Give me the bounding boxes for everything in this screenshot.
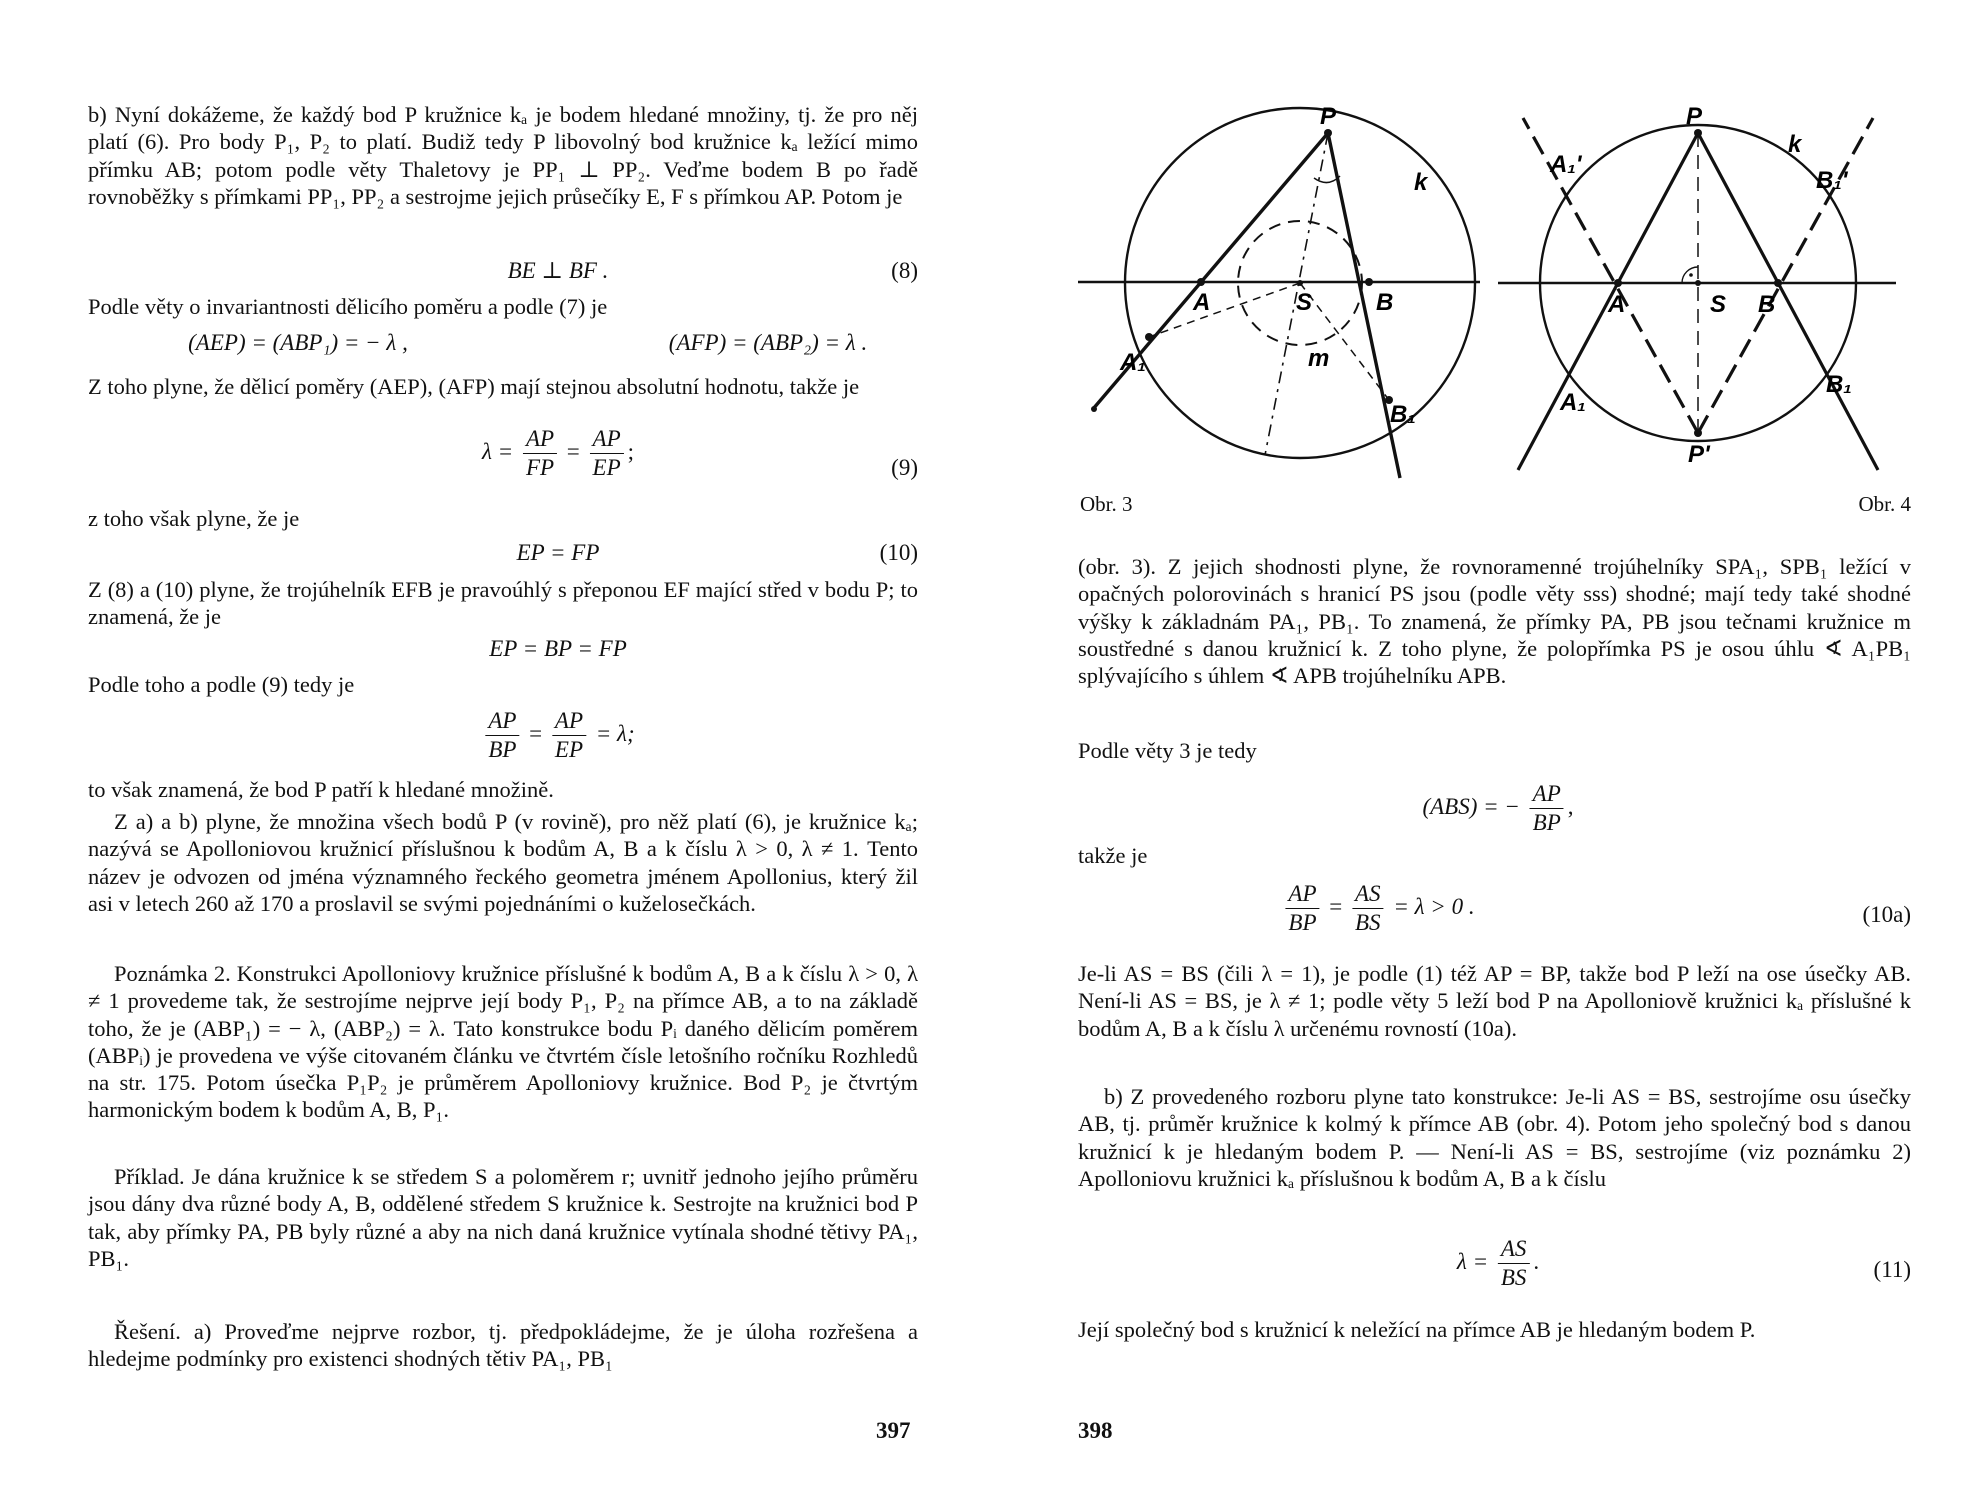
figure-4 xyxy=(1498,0,1918,490)
paragraph-invariance: Podle věty o invariantnosti dělicího poměru a podle (7) je xyxy=(88,294,608,319)
figure-3 xyxy=(1078,0,1498,490)
paragraph-according: Podle toho a podle (9) tedy je xyxy=(88,672,355,697)
label-S-fig3: S xyxy=(1296,289,1313,316)
paragraph-example: Příklad. Je dána kružnice k se středem S a poloměrem r; uvnitř jednoho jejího průměru jsou dány dva různé body A, B, oddělené středem S kružnice k. Sestrojte na kružnici bod P tak, aby přímky PA, PB byly různé a aby na nich daná kružnice vytínala shodné tětivy PA₁, PB₁. xyxy=(88,1164,918,1271)
caption-fig3: Obr. 3 xyxy=(1080,492,1133,516)
dash-s-a1-fig3 xyxy=(1149,283,1300,337)
page-number-left: 397 xyxy=(876,1418,911,1443)
label-A1-fig4: A₁ xyxy=(1560,389,1586,416)
paragraph-so-that: takže je xyxy=(1078,843,1148,868)
label-B1-fig3: B₁ xyxy=(1390,401,1416,428)
label-A-fig4: A xyxy=(1608,291,1626,318)
equation-10a: $\frac{AP}{BP}$ = $\frac{AS}{BS}$ = λ > 0 . (10a) xyxy=(1078,880,1911,940)
paragraph-congruence: (obr. 3). Z jejich shodnosti plyne, že rovnoramenné trojúhelníky SPA₁, SPB₁ ležící v opačných polorovinách s hranicí PS jsou (podle věty sss) shodné; mají tedy také shodné výšky k základnám PA₁, PB₁. To znamená, že přímky PA, PB jsou tečnami kružnice m soustředné s danou kružnicí k. Z toho plyne, že polopřímka PS je osou úhlu ∢ A₁PB₁ splývajícího s úhlem ∢ APB trojúhelníku APB. xyxy=(1078,554,1911,689)
label-m-fig3: m xyxy=(1308,345,1330,372)
label-k-fig3: k xyxy=(1414,169,1428,196)
equation-abs: (ABS) = − $\frac{AP}{BP}$ , xyxy=(1422,781,1574,835)
paragraph-apollonius-circle: Z a) a b) plyne, že množina všech bodů P (v rovině), pro něž platí (6), je kružnice kₐ; nazývá se Apolloniovou kružnicí příslušnou k bodům A, B a k číslu λ > 0, λ ≠ 1. Tento název je odvozen od jména významného řeckého geometra jménem Apollonius, který žil asi v letech 260 až 170 a proslavil se svými pojednáními o kuželosečkách. xyxy=(88,809,918,916)
label-B-fig4: B xyxy=(1758,291,1776,318)
label-B1-fig4: B₁ xyxy=(1826,371,1852,398)
label-S-fig4: S xyxy=(1710,291,1727,318)
paragraph-abs-value: Z toho plyne, že dělicí poměry (AEP), (AFP) mají stejnou absolutní hodnotu, takže je xyxy=(88,374,860,399)
equation-ep-bp-fp: EP = BP = FP xyxy=(489,636,627,661)
label-k-fig4: k xyxy=(1788,131,1802,158)
label-B-fig3: B xyxy=(1376,289,1394,316)
equation-8: BE ⊥ BF . (8) xyxy=(507,258,918,283)
label-A1-fig3: A₁ xyxy=(1120,349,1146,376)
paragraph-as-bs: Je-li AS = BS (čili λ = 1), je podle (1) též AP = BP, takže bod P leží na ose úsečky AB. Není-li AS = BS, je λ ≠ 1; podle věty 5 leží bod P na Apolloniově kružnici kₐ příslušné k bodům A, B a k číslu λ určenému rovností (10a). xyxy=(1078,961,1911,1041)
paragraph-remark-2: Poznámka 2. Konstrukci Apolloniovy kružnice příslušné k bodům A, B a k číslu λ > 0, λ ≠ 1 provedeme tak, že sestrojíme nejprve její body P₁, P₂ na přímce AB, a to na základě toho, že je (ABP₁) = − λ, (ABP₂) = λ. Tato konstrukce bodu Pᵢ daného dělicím poměrem (ABPᵢ) je provedena ve výše citovaném článku ve čtvrtém čísle letošního ročníku Rozhledů na str. 175. Potom úsečka P₁P₂ je průměrem Apolloniovy kružnice. Bod P₂ je čtvrtým harmonickým bodem k bodům A, B, P₁. xyxy=(88,961,918,1123)
caption-fig4: Obr. 4 xyxy=(1858,492,1911,516)
equation-ratio-lambda: $\frac{AP}{BP}$ = $\frac{AP}{EP}$ = λ; xyxy=(88,707,918,767)
label-A1p-fig4: A₁' xyxy=(1550,151,1582,178)
equation-ratios: (AEP) = (ABP₁) = − λ , (AFP) = (ABP₂) = λ . xyxy=(188,330,868,355)
paragraph-b-proof: b) Nyní dokážeme, že každý bod P kružnice kₐ je bodem hledané množiny, tj. že pro něj platí (6). Pro body P₁, P₂ to platí. Budiž tedy P libovolný bod kružnice kₐ ležící mimo přímku AB; potom podle věty Thaletovy je PP₁ ⊥ PP₂. Veďme bodem B po řadě rovnoběžky s přímkami PP₁, PP₂ a sestrojme jejich průsečíky E, F s přímkou AP. Potom je xyxy=(88,102,918,209)
paragraph-right-triangle: Z (8) a (10) plyne, že trojúhelník EFB je pravoúhlý s přeponou EF mající střed v bodu P; to znamená, že je xyxy=(88,577,918,630)
paragraph-theorem-3: Podle věty 3 je tedy xyxy=(1078,738,1257,763)
label-P-fig4: P xyxy=(1686,103,1703,130)
paragraph-belongs: to však znamená, že bod P patří k hledané množině. xyxy=(88,777,554,802)
label-Pp-fig4: P' xyxy=(1688,441,1710,468)
paragraph-final: Její společný bod s kružnicí k neležící na přímce AB je hledaným bodem P. xyxy=(1078,1317,1756,1342)
equation-11: λ = $\frac{AS}{BS}$ . (11) xyxy=(1456,1236,1911,1290)
paragraph-construction: b) Z provedeného rozboru plyne tato konstrukce: Je-li AS = BS, sestrojíme osu úsečky AB, tj. průměr kružnice k kolmý k přímce AB (obr. 4). Potom jeho společný bod s danou kružnicí k je hledaným bodem P. — Není-li AS = BS, sestrojíme (viz poznámku 2) Apolloniovu kružnici kₐ příslušnou k bodům A, B a k číslu xyxy=(1078,1084,1911,1191)
paragraph-solution: Řešení. a) Proveďme nejprve rozbor, tj. předpokládejme, že je úloha rozřešena a hledejme podmínky pro existenci shodných tětiv PA₁, PB₁ xyxy=(88,1319,918,1372)
label-A-fig3: A xyxy=(1193,289,1211,316)
page-number-right: 398 xyxy=(1078,1418,1113,1443)
equation-9: λ = $\frac{AP}{FP}$ = $\frac{AP}{EP}$ ; (9) xyxy=(481,426,918,480)
label-P-fig3: P xyxy=(1320,103,1337,130)
paragraph-however: z toho však plyne, že je xyxy=(88,506,300,531)
label-B1p-fig4: B₁' xyxy=(1816,167,1848,194)
equation-10: EP = FP (10) xyxy=(516,540,918,565)
